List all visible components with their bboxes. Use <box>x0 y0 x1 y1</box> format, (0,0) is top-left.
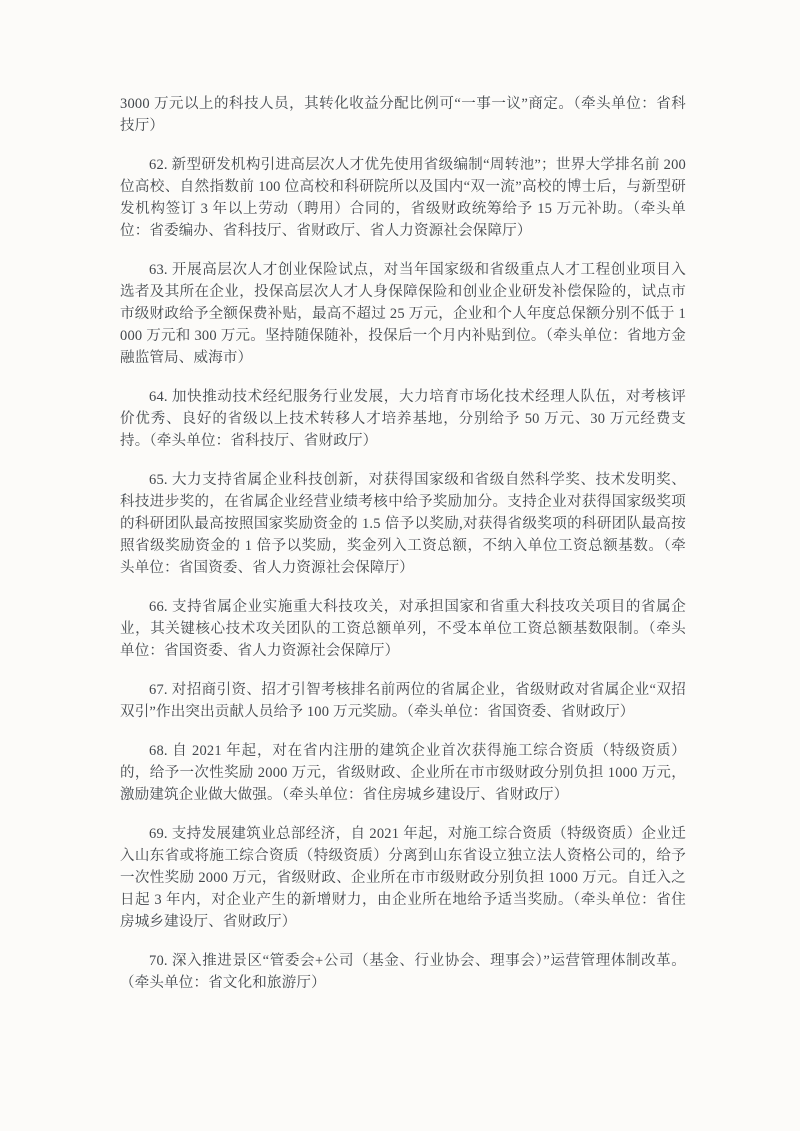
paragraph-item-64: 64. 加快推动技术经纪服务行业发展，大力培育市场化技术经理人队伍，对考核评价优秀、良好的省级以上技术转移人才培养基地，分别给予 50 万元、30 万元经费支持。（牵头单位：省科技厅、省财政厅） <box>120 389 686 449</box>
paragraph-item-61-continuation: 3000 万元以上的科技人员，其转化收益分配比例可“一事一议”商定。（牵头单位：省科技厅） <box>120 96 686 134</box>
paragraph-item-69: 69. 支持发展建筑业总部经济，自 2021 年起，对施工综合资质（特级资质）企业迁入山东省或将施工综合资质（特级资质）分离到山东省设立独立法人资格公司的，给予一次性奖励 2000 万元，省级财政、企业所在市市级财政分别负担 1000 万元。自迁入之日起 3 年内，对企业产生的新增财力，由企业所在地给予适当奖励。（牵头单位：省住房城乡建设厅、省财政厅） <box>120 826 686 930</box>
paragraph-item-68: 68. 自 2021 年起，对在省内注册的建筑企业首次获得施工综合资质（特级资质）的，给予一次性奖励 2000 万元，省级财政、企业所在市市级财政分别负担 1000 万元，激励建筑企业做大做强。（牵头单位：省住房城乡建设厅、省财政厅） <box>120 743 686 803</box>
paragraph-item-65: 65. 大力支持省属企业科技创新，对获得国家级和省级自然科学奖、技术发明奖、科技进步奖的，在省属企业经营业绩考核中给予奖励加分。支持企业对获得国家级奖项的科研团队最高按照国家奖励资金的 1.5 倍予以奖励,对获得省级奖项的科研团队最高按照省级奖励资金的 1 倍予以奖励，奖金列入工资总额，不纳入单位工资总额基数。（牵头单位：省国资委、省人力资源社会保障厅） <box>120 472 686 576</box>
paragraph-item-62: 62. 新型研发机构引进高层次人才优先使用省级编制“周转池”；世界大学排名前 200 位高校、自然指数前 100 位高校和科研院所以及国内“双一流”高校的博士后，与新型研发机构签订 3 年以上劳动（聘用）合同的，省级财政统筹给予 15 万元补助。（牵头单位：省委编办、省科技厅、省财政厅、省人力资源社会保障厅） <box>120 157 686 239</box>
paragraph-item-63: 63. 开展高层次人才创业保险试点，对当年国家级和省级重点人才工程创业项目入选者及其所在企业，投保高层次人才人身保障保险和创业企业研发补偿保险的，试点市市级财政给予全额保费补贴，最高不超过 25 万元，企业和个人年度总保额分别不低于 1000 万元和 300 万元。坚持随保随补，投保后一个月内补贴到位。（牵头单位：省地方金融监管局、威海市） <box>120 262 686 366</box>
paragraph-item-67: 67. 对招商引资、招才引智考核排名前两位的省属企业，省级财政对省属企业“双招双引”作出突出贡献人员给予 100 万元奖励。（牵头单位：省国资委、省财政厅） <box>120 682 686 720</box>
paragraph-item-70: 70. 深入推进景区“管委会+公司（基金、行业协会、理事会）”运营管理体制改革。（牵头单位：省文化和旅游厅） <box>120 953 686 991</box>
document-body <box>120 93 686 1131</box>
paragraph-item-66: 66. 支持省属企业实施重大科技攻关，对承担国家和省重大科技攻关项目的省属企业，其关键核心技术攻关团队的工资总额单列，不受本单位工资总额基数限制。（牵头单位：省国资委、省人力资源社会保障厅） <box>120 599 686 659</box>
